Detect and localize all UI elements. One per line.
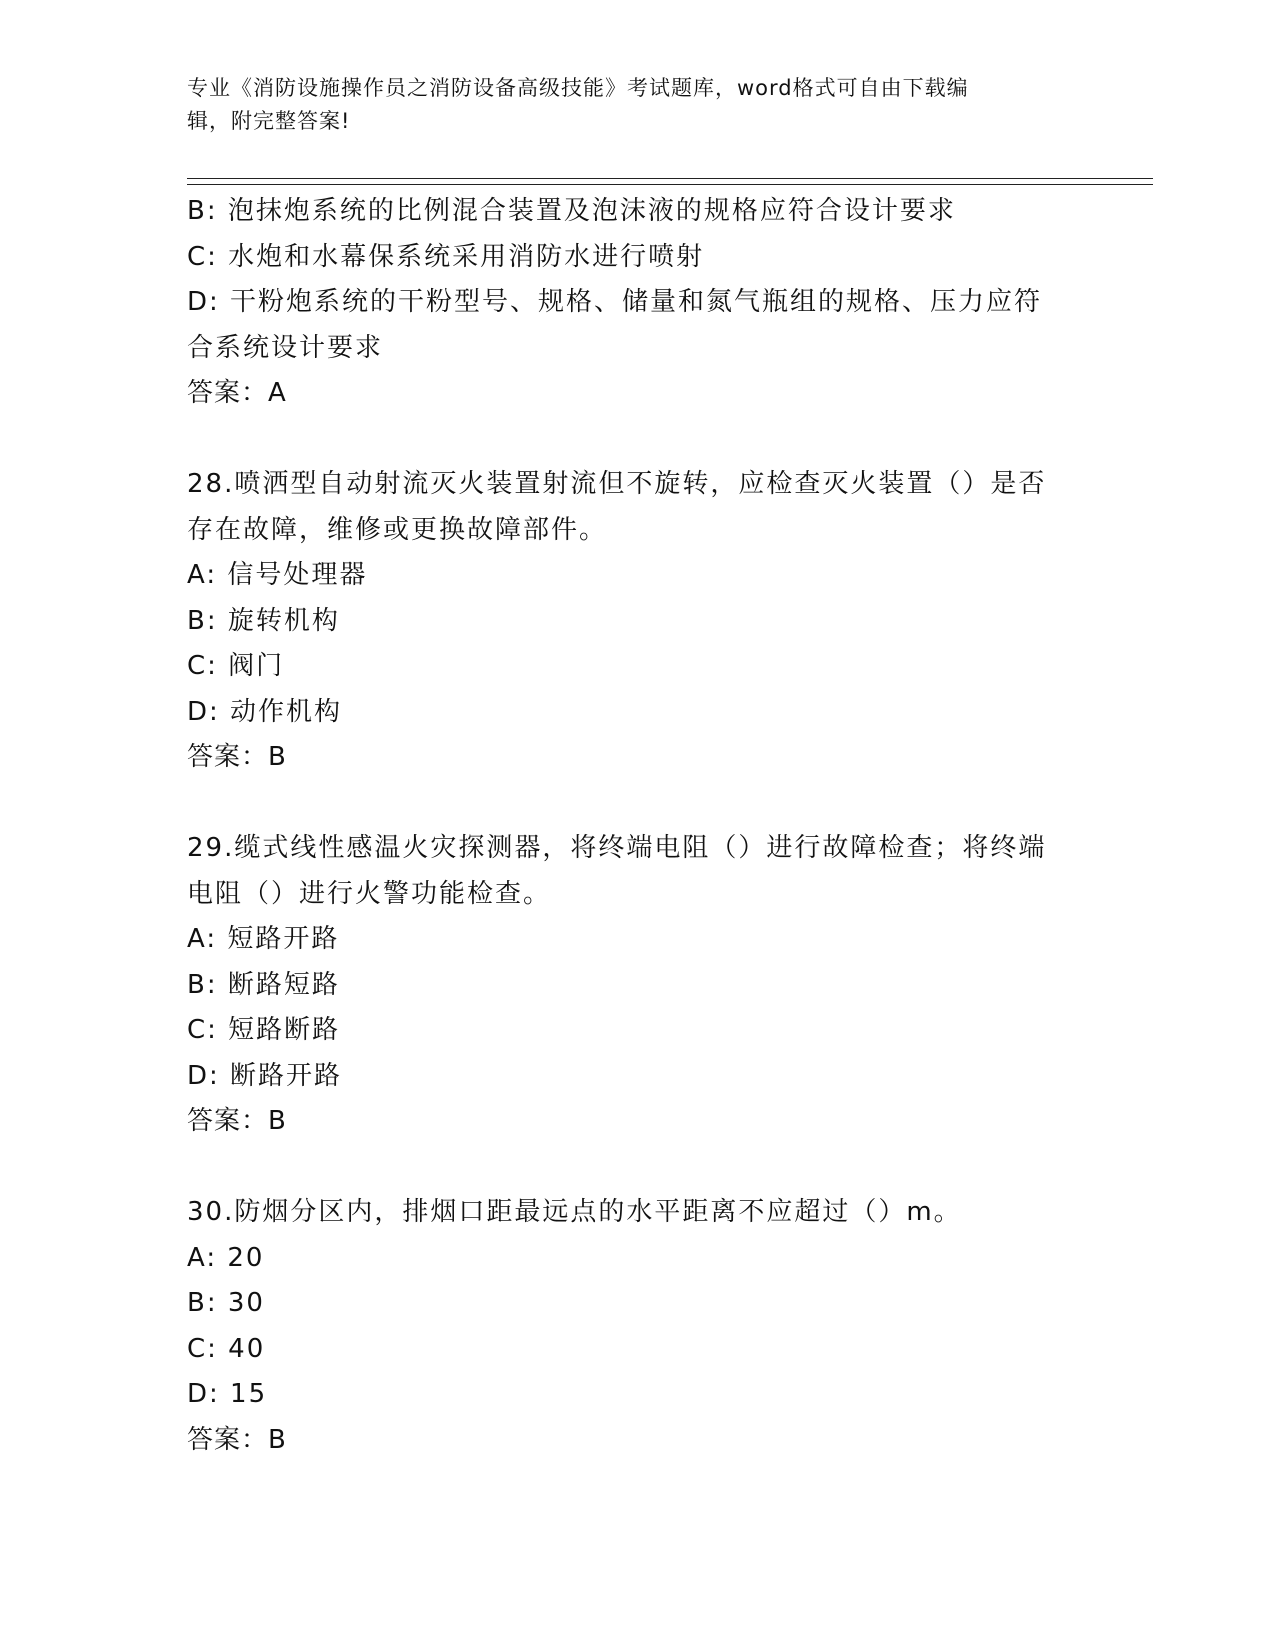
question-text: 28.喷洒型自动射流灭火装置射流但不旋转，应检查灭火装置（）是否 bbox=[187, 469, 1047, 499]
question-text-continued: 电阻（）进行火警功能检查。 bbox=[187, 878, 552, 909]
question-text: 29.缆式线性感温火灾探测器，将终端电阻（）进行故障检查；将终端 bbox=[187, 833, 1047, 863]
question-text-continued: 存在故障，维修或更换故障部件。 bbox=[187, 514, 608, 545]
header-rule-top bbox=[187, 178, 1153, 179]
option-d: D: 动作机构 bbox=[187, 696, 343, 727]
option-c: C: 40 bbox=[187, 1333, 266, 1364]
answer-label: 答案：A bbox=[187, 378, 287, 408]
header-line-1: 专业《消防设施操作员之消防设备高级技能》考试题库，word格式可自由下载编 bbox=[187, 76, 969, 100]
answer-label: 答案：B bbox=[187, 742, 287, 772]
option-b: B: 泡抹炮系统的比例混合装置及泡沫液的规格应符合设计要求 bbox=[187, 196, 956, 226]
option-a: A: 短路开路 bbox=[187, 924, 340, 954]
option-d: D: 干粉炮系统的干粉型号、规格、储量和氮气瓶组的规格、压力应符 bbox=[187, 287, 1043, 317]
option-a: A: 信号处理器 bbox=[187, 560, 368, 590]
answer-label: 答案：B bbox=[187, 1424, 287, 1455]
header-rule-bottom bbox=[187, 184, 1153, 185]
option-d: D: 断路开路 bbox=[187, 1060, 343, 1091]
option-d-continued: 合系统设计要求 bbox=[187, 332, 384, 363]
document-body bbox=[187, 189, 1087, 1463]
option-c: C: 阀门 bbox=[187, 651, 285, 681]
answer-label: 答案：B bbox=[187, 1106, 287, 1136]
option-b: B: 旋转机构 bbox=[187, 605, 340, 636]
document-header bbox=[187, 72, 1067, 138]
question-text: 30.防烟分区内，排烟口距最远点的水平距离不应超过（）m。 bbox=[187, 1197, 962, 1227]
option-a: A: 20 bbox=[187, 1242, 265, 1273]
question-30 bbox=[187, 1190, 1087, 1463]
question-28 bbox=[187, 462, 1087, 781]
option-b: B: 断路短路 bbox=[187, 969, 340, 1000]
option-d: D: 15 bbox=[187, 1379, 268, 1409]
question-29 bbox=[187, 826, 1087, 1145]
header-line-2: 辑，附完整答案! bbox=[187, 109, 351, 133]
option-c: C: 水炮和水幕保系统采用消防水进行喷射 bbox=[187, 241, 705, 272]
option-c: C: 短路断路 bbox=[187, 1015, 341, 1045]
question-27-continued bbox=[187, 189, 1087, 417]
option-b: B: 30 bbox=[187, 1288, 265, 1318]
